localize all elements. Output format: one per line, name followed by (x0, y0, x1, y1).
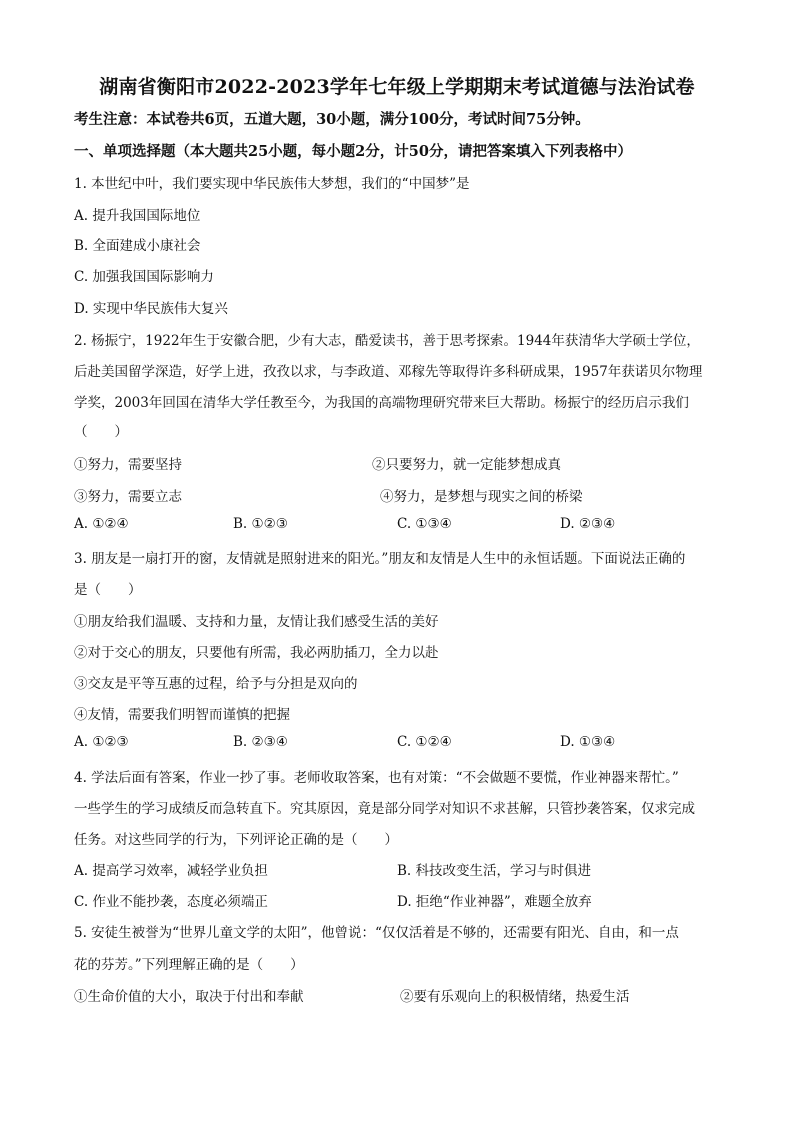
question-3-stem-line: 是（ ） (74, 582, 142, 598)
question-4-stem-line: 任务。对这些同学的行为，下列评论正确的是（ ） (74, 832, 398, 848)
question-4-stem-line: 4. 学法后面有答案，作业一抄了事。老师收取答案，也有对策：“不会做题不要慌，作业神器来帮忙。” (74, 770, 679, 786)
section-heading: 一、单项选择题（本大题共25小题，每小题2分，计50分，请把答案填入下列表格中） (74, 143, 632, 160)
question-3-option-b: B. ②③④ (233, 734, 288, 750)
question-1-stem: 1. 本世纪中叶，我们要实现中华民族伟大梦想，我们的“中国梦”是 (74, 176, 470, 192)
exam-notice: 考生注意：本试卷共6页，五道大题，30小题，满分100分，考试时间75分钟。 (74, 111, 590, 128)
question-2-statement-4: ④努力，是梦想与现实之间的桥梁 (380, 489, 583, 505)
question-3-option-d: D. ①③④ (560, 734, 616, 750)
question-5-statement-2: ②要有乐观向上的积极情绪，热爱生活 (400, 989, 630, 1005)
question-4-option-a: A. 提高学习效率，减轻学业负担 (74, 863, 268, 879)
question-5-stem-line: 5. 安徒生被誉为“世界儿童文学的太阳”，他曾说：“仅仅活着是不够的，还需要有阳光、自由，和一点 (74, 925, 679, 941)
question-2-option-c: C. ①③④ (397, 516, 452, 532)
question-2-option-d: D. ②③④ (560, 516, 616, 532)
question-2-stem-line: 后赴美国留学深造，好学上进，孜孜以求，与李政道、邓稼先等取得许多科研成果，1957年获诺贝尔物理 (74, 364, 703, 380)
question-2-stem-line: 2. 杨振宁，1922年生于安徽合肥，少有大志，酷爱读书，善于思考探索。1944年获清华大学硕士学位， (74, 333, 700, 349)
question-1-option-a: A. 提升我国国际地位 (74, 208, 201, 224)
question-2-answer-blank: （ ） (74, 424, 128, 440)
question-3-option-c: C. ①②④ (397, 734, 452, 750)
question-3-statement-2: ②对于交心的朋友，只要他有所需，我必两肋插刀，全力以赴 (74, 645, 439, 661)
question-3-statement-3: ③交友是平等互惠的过程，给予与分担是双向的 (74, 676, 358, 692)
question-4-option-c: C. 作业不能抄袭，态度必须端正 (74, 894, 268, 910)
question-3-stem-line: 3. 朋友是一扇打开的窗，友情就是照射进来的阳光。”朋友和友情是人生中的永恒话题。下面说法正确的 (74, 551, 686, 567)
exam-title: 湖南省衡阳市2022-2023学年七年级上学期期末考试道德与法治试卷 (99, 76, 695, 98)
question-2-statement-3: ③努力，需要立志 (74, 489, 182, 505)
question-3-statement-4: ④友情，需要我们明智而谨慎的把握 (74, 707, 290, 723)
question-4-stem-line: 一些学生的学习成绩反而急转直下。究其原因，竟是部分同学对知识不求甚解，只管抄袭答案，仅求完成 (74, 801, 695, 817)
question-2-option-a: A. ①②④ (74, 516, 129, 532)
question-1-option-b: B. 全面建成小康社会 (74, 238, 201, 254)
question-3-option-a: A. ①②③ (74, 734, 129, 750)
question-2-option-b: B. ①②③ (233, 516, 288, 532)
question-5-statement-1: ①生命价值的大小，取决于付出和奉献 (74, 989, 304, 1005)
question-2-statement-1: ①努力，需要坚持 (74, 457, 182, 473)
question-5-stem-line: 花的芬芳。”下列理解正确的是（ ） (74, 957, 304, 973)
question-4-option-d: D. 拒绝“作业神器”，难题全放弃 (397, 894, 592, 910)
question-1-option-d: D. 实现中华民族伟大复兴 (74, 301, 228, 317)
question-3-statement-1: ①朋友给我们温暖、支持和力量，友情让我们感受生活的美好 (74, 614, 439, 630)
question-4-option-b: B. 科技改变生活，学习与时俱进 (397, 863, 592, 879)
question-2-stem-line: 学奖，2003年回国在清华大学任教至今，为我国的高端物理研究带来巨大帮助。杨振宁的经历启示我们 (74, 395, 689, 411)
question-2-statement-2: ②只要努力，就一定能梦想成真 (372, 457, 561, 473)
question-1-option-c: C. 加强我国国际影响力 (74, 269, 214, 285)
